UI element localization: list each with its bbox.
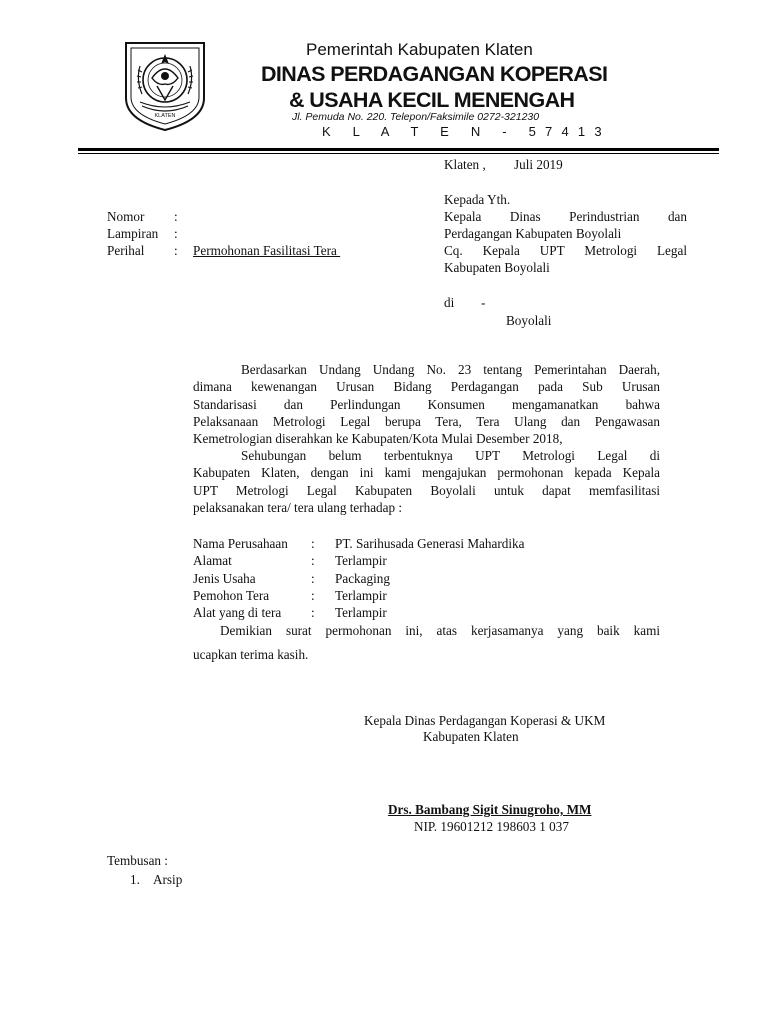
paragraph-line: Sehubungan belum terbentuknya UPT Metrologi Legal di <box>241 448 660 463</box>
body-paragraph-1 <box>193 361 660 447</box>
recipient-salutation: Kepada Yth. <box>444 192 511 207</box>
place: Klaten , <box>444 157 486 172</box>
agency-name-line-2: & USAHA KECIL MENENGAH <box>289 88 575 112</box>
word: Perindustrian <box>569 209 640 224</box>
agency-address: Jl. Pemuda No. 220. Telepon/Faksimile 0272-321230 <box>292 111 540 123</box>
paragraph-line: UPT Metrologi Legal Kabupaten Boyolali untuk dapat memfasilitasi <box>193 482 660 498</box>
recipient-line-2: Perdagangan Kabupaten Boyolali <box>444 226 622 241</box>
government-name: Pemerintah Kabupaten Klaten <box>306 40 533 59</box>
signatory-nip: NIP. 19601212 198603 1 037 <box>414 819 569 834</box>
perihal-value: Permohonan Fasilitasi Tera <box>193 243 341 258</box>
agency-name-line-1: DINAS PERDAGANGAN KOPERASI <box>261 62 608 86</box>
paragraph-line: Kemetrologian diserahkan ke Kabupaten/Kota Mulai Desember 2018, <box>193 431 563 447</box>
detail-colon: : <box>311 553 315 568</box>
recipient-line-3 <box>444 243 687 259</box>
city-postcode: K L A T E N - 57413 <box>322 124 611 139</box>
detail-value-equipment: Terlampir <box>335 605 387 620</box>
word: Metrologi <box>584 243 638 258</box>
signatory-region: Kabupaten Klaten <box>423 729 519 744</box>
klaten-regency-coat-of-arms-icon <box>122 40 208 132</box>
detail-colon: : <box>311 588 315 603</box>
paragraph-line: Pelaksanaan Metrologi Legal berupa Tera, Tera Ulang dan Pengawasan <box>193 413 660 429</box>
lampiran-colon: : <box>174 226 178 241</box>
letterhead-divider-thin <box>78 153 719 154</box>
paragraph-line: Standarisasi dan Perlindungan Konsumen mengamanatkan bahwa <box>193 396 660 412</box>
cc-item-number: 1. <box>130 872 140 887</box>
cc-item-text: Arsip <box>153 872 183 887</box>
detail-label-equipment: Alat yang di tera <box>193 605 282 620</box>
recipient-line-4: Kabupaten Boyolali <box>444 260 550 275</box>
nomor-colon: : <box>174 209 178 224</box>
detail-label-address: Alamat <box>193 553 232 568</box>
detail-label-company: Nama Perusahaan <box>193 536 288 551</box>
paragraph-line: ucapkan terima kasih. <box>193 647 309 663</box>
signatory-name: Drs. Bambang Sigit Sinugroho, MM <box>388 802 592 817</box>
recipient-line-1 <box>444 209 687 225</box>
paragraph-line: dimana kewenangan Urusan Bidang Perdagangan pada Sub Urusan <box>193 379 660 395</box>
date: Juli 2019 <box>514 157 563 172</box>
paragraph-line: Kabupaten Klaten, dengan ini kami mengajukan permohonan kepada Kepala <box>193 465 660 481</box>
detail-colon: : <box>311 536 315 551</box>
detail-value-applicant: Terlampir <box>335 588 387 603</box>
recipient-dash: - <box>481 295 486 310</box>
paragraph-line: pelaksanakan tera/ tera ulang terhadap : <box>193 499 403 515</box>
detail-label-applicant: Pemohon Tera <box>193 588 270 603</box>
detail-value-company: PT. Sarihusada Generasi Mahardika <box>335 536 525 551</box>
word: Cq. <box>444 243 463 258</box>
word: Kepala <box>444 209 482 224</box>
body-paragraph-closing <box>193 622 660 664</box>
nomor-label: Nomor <box>107 209 145 224</box>
recipient-city: Boyolali <box>506 313 552 328</box>
recipient-di: di <box>444 295 455 310</box>
detail-value-address: Terlampir <box>335 553 387 568</box>
detail-value-business-type: Packaging <box>335 571 390 586</box>
letterhead-divider-thick <box>78 148 719 151</box>
word: UPT <box>539 243 565 258</box>
word: Legal <box>656 243 687 258</box>
logo-lettering: KLATEN <box>154 113 176 119</box>
detail-colon: : <box>311 571 315 586</box>
paragraph-line: Demikian surat permohonan ini, atas kerjasamanya yang baik kami <box>220 623 660 638</box>
detail-label-business-type: Jenis Usaha <box>193 571 256 586</box>
body-paragraph-2 <box>193 447 660 516</box>
detail-colon: : <box>311 605 315 620</box>
word: Kepala <box>482 243 520 258</box>
signatory-position: Kepala Dinas Perdagangan Koperasi & UKM <box>364 713 606 728</box>
lampiran-label: Lampiran <box>107 226 159 241</box>
paragraph-line: Berdasarkan Undang Undang No. 23 tentang Pemerintahan Daerah, <box>241 362 660 377</box>
perihal-label: Perihal <box>107 243 145 258</box>
perihal-colon: : <box>174 243 178 258</box>
word: Dinas <box>509 209 541 224</box>
cc-label: Tembusan : <box>107 853 168 868</box>
word: dan <box>667 209 687 224</box>
